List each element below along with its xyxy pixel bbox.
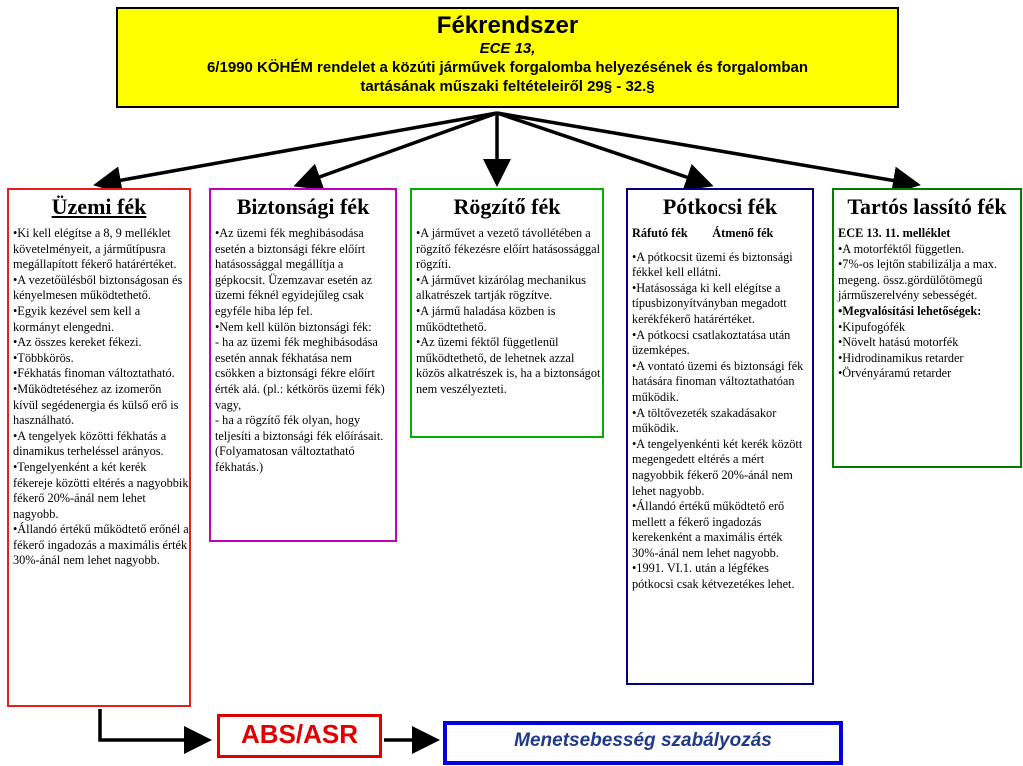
list-item: •A tengelyek közötti fékhatás a dinamikus terheléssel arányos. [13,428,167,459]
category-heading: Biztonsági fék [236,194,370,219]
category-subheading: ECE 13. 11. melléklet [838,226,951,240]
list-item: •A vontató üzemi és biztonsági fék hatására finoman változtathatóan működik. [632,358,804,404]
list-item: •Fékhatás finoman változtatható. [13,366,175,381]
list-item: - ha az üzemi fék meghibásodása esetén annak fékhatása nem csökken a biztonsági fékre előírt érték alá. (pl.: kétkörös üzemi fék) vagy, [215,335,385,412]
list-item: •Egyik kezével sem kell a kormányt elengedni. [13,303,141,334]
category-heading: Rögzítő fék [453,194,561,219]
list-item: •Állandó értékű működtető erő mellett a fékerő ingadozás kerekenként a maximális érték 30%-ánál nem lehet nagyobb. [632,499,785,560]
list-item: •Ki kell elégítse a 8, 9 melléklet követelményeit, a járműtípusra megállapított fékerő határértéket. [13,226,177,272]
list-item: •A járművet kizárólag mechanikus alkatrészek tartják rögzítve. [416,272,586,303]
category-subheading: Ráfutó fék Átmenő fék [632,226,774,240]
list-item: •A motorféktől független. [838,241,965,256]
abs-asr-box: ABS/ASR [217,714,382,758]
title-box [116,7,899,108]
list-item: •Örvényáramú retarder [838,366,952,381]
list-item: •A járművet a vezető távollétében a rögzítő fékezésre előírt hatásossággal rögzíti. [416,226,601,272]
title-standard: ECE 13, [479,40,536,57]
list-item: •A jármű haladása közben is működtethető. [416,303,556,334]
title-regulation-line1: 6/1990 KÖHÉM rendelet a közúti járművek forgalomba helyezésének és forgalomban [206,59,809,76]
list-item: •A pótkocsit üzemi és biztonsági fékkel kell ellátni. [632,249,793,280]
category-heading: Tartós lassító fék [847,194,1007,219]
list-item: •Hidrodinamikus retarder [838,350,964,365]
arrow-to-abs [100,709,205,740]
diagram-title: Fékrendszer [436,12,579,39]
list-item: •1991. VI.1. után a légfékes pótkocsi csak kétvezetékes lehet. [632,561,795,592]
list-item: •Tengelyenként a két kerék fékereje közötti eltérés a nagyobbik fékerő 20%-ánál nem lehet nagyobb. [13,459,189,521]
list-item: •7%-os lejtőn stabilizálja a max. megeng. össz.gördülőtömegű járműszerelvény sebességét. [838,257,997,303]
list-item: •A pótkocsi csatlakoztatása után üzemképes. [632,327,791,358]
list-item: •Növelt hatású motorfék [838,335,959,350]
arrow-to-tartos [497,113,914,184]
arrow-to-biztonsagi [300,113,497,184]
list-item: •Többkörös. [13,350,74,365]
list-item: •Hatásossága ki kell elégítse a típusbizonyítványban megadott kerékfékerő határértéket. [632,280,787,326]
list-item: •Működtetéséhez az izomerőn kívül segédenergia és külső erő is használható. [13,381,179,428]
list-item: •Az üzemi féktől függetlenül működtethető, de lehetnek azzal közös alkatrészek is, ha a biztonságot nem veszélyezteti. [416,335,601,396]
list-item: - ha a rögzítő fék olyan, hogy teljesíti a biztonsági fék előírásait. (Folyamatosan változtatható fékhatás.) [215,413,384,474]
list-item: •A töltővezeték szakadásakor működik. [632,405,777,436]
category-potkocsi-fek [626,188,814,685]
list-item: •Állandó értékű működtető erőnél a fékerő ingadozás a maximális érték 30%-ánál nem lehet nagyobb. [13,522,189,568]
list-item: •A tengelyenkénti két kerék között megengedett eltérés a mért nagyobbik fékerő 20%-ánál nem lehet nagyobb. [632,436,803,498]
list-item: •Az üzemi fék meghibásodása esetén a biztonsági fékre előírt hatásossággal megállítja a gépkocsit. Üzemzavar esetén az üzemi féknél egyidejűleg csak egyféle hiba lép fel. [215,226,373,318]
arrow-to-potkocsi [497,113,707,184]
category-biztonsagi-fek [209,188,397,542]
list-item: •Kipufogófék [838,319,906,334]
arrow-to-uzemi [100,113,497,184]
list-item: •Megvalósítási lehetőségek: [838,303,982,318]
title-regulation-line2: tartásának műszaki feltételeiről 29§ - 32.§ [360,78,655,95]
category-tartos-lassito-fek [832,188,1022,468]
list-item: •Nem kell külön biztonsági fék: [215,319,372,334]
category-rogzito-fek [410,188,604,438]
list-item: •A vezetőülésből biztonságosan és kényelmesen működtethető. [13,272,183,303]
list-item: •Az összes kereket fékezi. [13,335,142,350]
category-heading: Pótkocsi fék [662,194,778,219]
menetsebesseg-box: Menetsebesség szabályozás [443,721,843,765]
category-uzemi-fek [7,188,191,707]
category-heading: Üzemi fék [51,194,147,219]
